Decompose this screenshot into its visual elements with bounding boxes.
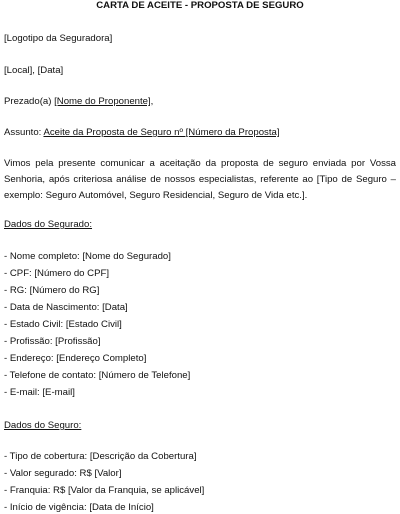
salutation-prefix: Prezado(a) [4,96,55,107]
subject-line [4,127,280,139]
subject-text: Aceite da Proposta de Seguro nº [Número da Proposta] [43,127,280,138]
place-date: [Local], [Data] [4,65,64,76]
insured-item: - Endereço: [Endereço Completo] [4,353,147,364]
subject-prefix: Assunto: [4,127,44,138]
insured-item: - Nome completo: [Nome do Segurado] [4,251,171,262]
salutation-suffix: , [150,96,154,107]
insurance-item: - Tipo de cobertura: [Descrição da Cobertura] [4,451,197,462]
insured-item: - Profissão: [Profissão] [4,336,101,347]
insured-heading: Dados do Segurado: [4,219,93,230]
salutation-name: [Nome do Proponente] [54,96,151,107]
insurance-item: - Franquia: R$ [Valor da Franquia, se aplicável] [4,485,205,496]
insured-item: - CPF: [Número do CPF] [4,268,110,279]
insured-item: - Data de Nascimento: [Data] [4,302,128,313]
insured-item: - RG: [Número do RG] [4,285,100,296]
insured-item: - Telefone de contato: [Número de Telefone] [4,370,191,381]
insurance-item: - Início de vigência: [Data de Início] [4,502,154,513]
body-line: Vimos pela presente comunicar a aceitação da proposta de seguro enviada por Vossa [4,158,396,169]
insured-item: - Estado Civil: [Estado Civil] [4,319,122,330]
insurance-heading: Dados do Seguro: [4,420,82,431]
document-title: CARTA DE ACEITE - PROPOSTA DE SEGURO [96,0,304,11]
body-line: exemplo: Seguro Automóvel, Seguro Residencial, Seguro de Vida etc.]. [4,190,308,201]
insurance-item: - Valor segurado: R$ [Valor] [4,468,122,479]
salutation [4,96,153,108]
body-line: Senhoria, após criteriosa análise de nossos especialistas, referente ao [Tipo de Seguro – [4,174,396,185]
insured-item: - E-mail: [E-mail] [4,387,75,398]
logo-placeholder: [Logotipo da Seguradora] [4,33,113,44]
body-paragraph [4,156,396,204]
